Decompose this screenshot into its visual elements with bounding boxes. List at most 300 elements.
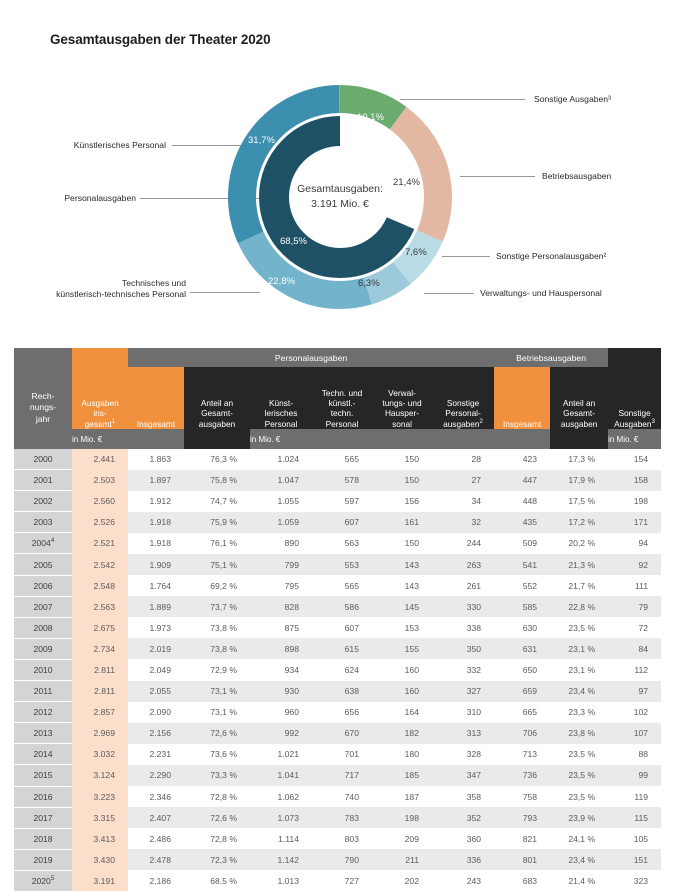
header-verw-l3: Hausper- xyxy=(384,408,420,419)
cell-verwaltungs: 182 xyxy=(372,723,432,744)
header-pers-anteil-l1: Anteil an xyxy=(200,398,234,409)
cell-betr-insgesamt: 706 xyxy=(494,723,550,744)
header-kuenst-l1: Künst- xyxy=(269,398,293,409)
cell-total: 3.191 xyxy=(72,870,128,891)
header-total-l3: gesamt xyxy=(84,418,112,429)
cell-betr-anteil: 21,4 % xyxy=(550,870,608,891)
cell-pers-anteil: 72,8 % xyxy=(184,786,250,807)
cell-year: 2016 xyxy=(14,786,72,807)
cell-technisches: 565 xyxy=(312,449,372,470)
cell-verwaltungs: 180 xyxy=(372,744,432,765)
unit-blank-4 xyxy=(372,429,432,449)
cell-kuenstlerisches: 1.114 xyxy=(250,828,312,849)
table-row xyxy=(14,723,661,744)
cell-verwaltungs: 150 xyxy=(372,533,432,554)
cell-pers-anteil: 72,6 % xyxy=(184,723,250,744)
cell-total: 3.223 xyxy=(72,786,128,807)
cell-pers-insgesamt: 2.290 xyxy=(128,765,184,786)
cell-betr-anteil: 17,5 % xyxy=(550,491,608,512)
cell-kuenstlerisches: 1.142 xyxy=(250,849,312,870)
cell-sonstige-personal: 352 xyxy=(432,807,494,828)
cell-kuenstlerisches: 1.021 xyxy=(250,744,312,765)
cell-betr-insgesamt: 541 xyxy=(494,554,550,575)
cell-verwaltungs: 160 xyxy=(372,659,432,680)
cell-verwaltungs: 161 xyxy=(372,512,432,533)
unit-betrieb: in Mio. € xyxy=(608,429,661,449)
label-technisches-personal-line2: künstlerisch-technisches Personal xyxy=(56,289,186,300)
header-betr-anteil-l1: Anteil an xyxy=(562,398,596,409)
header-techn-l3: techn. xyxy=(330,408,354,419)
header-techn-personal xyxy=(312,367,372,429)
cell-verwaltungs: 150 xyxy=(372,470,432,491)
cell-pers-anteil: 73,1 % xyxy=(184,702,250,723)
unit-blank-6 xyxy=(494,429,550,449)
cell-betr-anteil: 23,5 % xyxy=(550,786,608,807)
cell-sonstige-personal: 34 xyxy=(432,491,494,512)
cell-betr-insgesamt: 665 xyxy=(494,702,550,723)
cell-betr-insgesamt: 448 xyxy=(494,491,550,512)
header-total-l1: Ausgaben xyxy=(81,398,119,409)
header-sonst-pers-l2: Personal- xyxy=(445,408,481,419)
cell-pers-anteil: 72,6 % xyxy=(184,807,250,828)
cell-year: 2020$^5$ xyxy=(14,870,72,891)
cell-pers-anteil: 73,7 % xyxy=(184,596,250,617)
cell-kuenstlerisches: 799 xyxy=(250,554,312,575)
label-technisches-personal-line1: Technisches und xyxy=(121,278,186,288)
cell-total: 2.441 xyxy=(72,449,128,470)
unit-blank-2 xyxy=(184,429,250,449)
cell-pers-anteil: 73,6 % xyxy=(184,744,250,765)
cell-kuenstlerisches: 828 xyxy=(250,596,312,617)
cell-technisches: 656 xyxy=(312,702,372,723)
cell-sonstige-ausgaben: 323 xyxy=(608,870,661,891)
cell-verwaltungs: 185 xyxy=(372,765,432,786)
cell-verwaltungs: 150 xyxy=(372,449,432,470)
cell-kuenstlerisches: 1.024 xyxy=(250,449,312,470)
group-blank-1 xyxy=(14,348,72,367)
cell-betr-insgesamt: 683 xyxy=(494,870,550,891)
group-personalausgaben: Personalausgaben xyxy=(128,348,494,367)
cell-pers-insgesamt: 2.055 xyxy=(128,681,184,702)
cell-sonstige-personal: 313 xyxy=(432,723,494,744)
cell-betr-insgesamt: 758 xyxy=(494,786,550,807)
header-verwaltungs-personal xyxy=(372,367,432,429)
table-row xyxy=(14,554,661,575)
unit-blank-3 xyxy=(312,429,372,449)
table-row xyxy=(14,765,661,786)
header-kuenstlerisches-personal xyxy=(250,367,312,429)
donut-rings xyxy=(215,72,465,322)
header-kuenst-l2: lerisches xyxy=(264,408,298,419)
cell-total: 2.548 xyxy=(72,575,128,596)
cell-year: 2013 xyxy=(14,723,72,744)
cell-betr-anteil: 21,3 % xyxy=(550,554,608,575)
header-sonst-ausg-sup: 3 xyxy=(651,417,655,425)
cell-pers-insgesamt: 1.912 xyxy=(128,491,184,512)
cell-sonstige-ausgaben: 158 xyxy=(608,470,661,491)
cell-total: 3.413 xyxy=(72,828,128,849)
cell-pers-anteil: 72,8 % xyxy=(184,828,250,849)
cell-kuenstlerisches: 1.073 xyxy=(250,807,312,828)
header-sonst-ausg-l1: Sonstige xyxy=(618,408,651,419)
header-betr-anteil-l2: Gesamt- xyxy=(563,408,595,419)
cell-sonstige-ausgaben: 102 xyxy=(608,702,661,723)
cell-technisches: 790 xyxy=(312,849,372,870)
cell-pers-anteil: 76,3 % xyxy=(184,449,250,470)
cell-sonstige-ausgaben: 151 xyxy=(608,849,661,870)
cell-kuenstlerisches: 898 xyxy=(250,638,312,659)
pct-personalausgaben: 68,5% xyxy=(280,236,307,247)
cell-pers-insgesamt: 2.156 xyxy=(128,723,184,744)
cell-pers-anteil: 73,1 % xyxy=(184,681,250,702)
cell-pers-anteil: 69,2 % xyxy=(184,575,250,596)
cell-pers-insgesamt: 2.346 xyxy=(128,786,184,807)
cell-technisches: 727 xyxy=(312,870,372,891)
cell-technisches: 615 xyxy=(312,638,372,659)
cell-total: 2.526 xyxy=(72,512,128,533)
cell-betr-anteil: 21,7 % xyxy=(550,575,608,596)
cell-total: 2.811 xyxy=(72,681,128,702)
cell-total: 3.315 xyxy=(72,807,128,828)
cell-pers-anteil: 73,3 % xyxy=(184,765,250,786)
cell-year: 2017 xyxy=(14,807,72,828)
cell-betr-insgesamt: 650 xyxy=(494,659,550,680)
cell-total: 2.969 xyxy=(72,723,128,744)
unit-total: in Mio. € xyxy=(72,429,128,449)
table-row xyxy=(14,849,661,870)
cell-sonstige-ausgaben: 84 xyxy=(608,638,661,659)
header-total-sup: 1 xyxy=(111,417,116,425)
cell-kuenstlerisches: 992 xyxy=(250,723,312,744)
cell-total: 2.542 xyxy=(72,554,128,575)
cell-kuenstlerisches: 934 xyxy=(250,659,312,680)
cell-betr-anteil: 23,4 % xyxy=(550,681,608,702)
expenses-table xyxy=(14,348,661,892)
cell-betr-anteil: 23,8 % xyxy=(550,723,608,744)
header-sonst-pers-l1: Sonstige xyxy=(446,398,480,409)
table-row xyxy=(14,491,661,512)
cell-pers-anteil: 68,5 % xyxy=(184,870,250,891)
cell-verwaltungs: 187 xyxy=(372,786,432,807)
cell-year: 2002 xyxy=(14,491,72,512)
cell-betr-anteil: 20,2 % xyxy=(550,533,608,554)
pct-sonstige-personalausgaben: 7,6% xyxy=(405,247,427,258)
cell-technisches: 607 xyxy=(312,617,372,638)
cell-pers-insgesamt: 2.090 xyxy=(128,702,184,723)
unit-personal: in Mio. € xyxy=(250,429,312,449)
cell-kuenstlerisches: 1.062 xyxy=(250,786,312,807)
cell-betr-insgesamt: 659 xyxy=(494,681,550,702)
pct-technisches-personal: 22,8% xyxy=(268,276,295,287)
cell-sonstige-personal: 243 xyxy=(432,870,494,891)
cell-pers-insgesamt: 2.407 xyxy=(128,807,184,828)
cell-betr-insgesamt: 509 xyxy=(494,533,550,554)
header-verw-l2: tungs- und xyxy=(382,398,422,409)
center-label-line1: Gesamtausgaben: xyxy=(297,182,383,195)
cell-pers-anteil: 75,8 % xyxy=(184,470,250,491)
header-sonstige-personalausgaben xyxy=(432,367,494,429)
leader-line-betriebsausgaben xyxy=(460,176,535,177)
cell-year-sup: 5 xyxy=(50,875,55,883)
cell-sonstige-personal: 350 xyxy=(432,638,494,659)
donut-chart xyxy=(0,70,675,340)
cell-year: 2006 xyxy=(14,575,72,596)
cell-betr-insgesamt: 630 xyxy=(494,617,550,638)
cell-technisches: 717 xyxy=(312,765,372,786)
cell-sonstige-ausgaben: 92 xyxy=(608,554,661,575)
cell-sonstige-personal: 27 xyxy=(432,470,494,491)
header-total-l2: ins- xyxy=(93,408,107,419)
cell-year: 2018 xyxy=(14,828,72,849)
cell-sonstige-personal: 328 xyxy=(432,744,494,765)
header-year-l1: Rech- xyxy=(31,391,55,402)
cell-betr-insgesamt: 447 xyxy=(494,470,550,491)
header-pers-anteil xyxy=(184,367,250,429)
header-sonst-ausg-l2: Ausgaben xyxy=(614,418,652,429)
cell-kuenstlerisches: 795 xyxy=(250,575,312,596)
cell-pers-insgesamt: 2.478 xyxy=(128,849,184,870)
table-row xyxy=(14,786,661,807)
cell-pers-insgesamt: 1.973 xyxy=(128,617,184,638)
cell-kuenstlerisches: 1.041 xyxy=(250,765,312,786)
cell-year: 2005 xyxy=(14,554,72,575)
cell-pers-insgesamt: 1.918 xyxy=(128,533,184,554)
cell-verwaltungs: 155 xyxy=(372,638,432,659)
cell-verwaltungs: 145 xyxy=(372,596,432,617)
cell-year: 2001 xyxy=(14,470,72,491)
header-techn-l4: Personal xyxy=(325,418,359,429)
cell-sonstige-personal: 310 xyxy=(432,702,494,723)
cell-technisches: 607 xyxy=(312,512,372,533)
cell-verwaltungs: 202 xyxy=(372,870,432,891)
cell-betr-anteil: 23,1 % xyxy=(550,659,608,680)
header-pers-anteil-l3: ausgaben xyxy=(198,418,236,429)
pct-verwaltungs-hauspersonal: 6,3% xyxy=(358,278,380,289)
cell-year: 2011 xyxy=(14,681,72,702)
table-row xyxy=(14,807,661,828)
cell-verwaltungs: 143 xyxy=(372,554,432,575)
header-year-l3: jahr xyxy=(35,413,51,424)
cell-betr-anteil: 23,9 % xyxy=(550,807,608,828)
cell-pers-anteil: 72,3 % xyxy=(184,849,250,870)
pct-sonstige-ausgaben: 10,1% xyxy=(357,112,384,123)
cell-pers-insgesamt: 2.486 xyxy=(128,828,184,849)
cell-pers-insgesamt: 1.897 xyxy=(128,470,184,491)
cell-kuenstlerisches: 890 xyxy=(250,533,312,554)
unit-blank-1 xyxy=(128,429,184,449)
header-year-l2: nungs- xyxy=(29,402,57,413)
cell-total: 2.675 xyxy=(72,617,128,638)
cell-verwaltungs: 153 xyxy=(372,617,432,638)
header-pers-anteil-l2: Gesamt- xyxy=(201,408,233,419)
cell-pers-anteil: 75,9 % xyxy=(184,512,250,533)
label-kuenstlerisches-personal: Künstlerisches Personal xyxy=(73,140,166,150)
header-kuenst-l3: Personal xyxy=(264,418,298,429)
center-label-line2: 3.191 Mio. € xyxy=(311,198,369,210)
cell-betr-insgesamt: 552 xyxy=(494,575,550,596)
cell-pers-insgesamt: 2.019 xyxy=(128,638,184,659)
cell-sonstige-ausgaben: 79 xyxy=(608,596,661,617)
cell-pers-insgesamt: 1.764 xyxy=(128,575,184,596)
cell-sonstige-ausgaben: 115 xyxy=(608,807,661,828)
cell-betr-anteil: 17,3 % xyxy=(550,449,608,470)
cell-betr-anteil: 24,1 % xyxy=(550,828,608,849)
cell-verwaltungs: 164 xyxy=(372,702,432,723)
cell-total: 3.124 xyxy=(72,765,128,786)
cell-technisches: 670 xyxy=(312,723,372,744)
table-row xyxy=(14,638,661,659)
cell-pers-insgesamt: 1.863 xyxy=(128,449,184,470)
cell-betr-anteil: 23,4 % xyxy=(550,849,608,870)
cell-total: 2.563 xyxy=(72,596,128,617)
cell-betr-insgesamt: 801 xyxy=(494,849,550,870)
cell-verwaltungs: 209 xyxy=(372,828,432,849)
header-betr-anteil-l3: ausgaben xyxy=(560,418,598,429)
cell-sonstige-personal: 358 xyxy=(432,786,494,807)
cell-year: 2019 xyxy=(14,849,72,870)
cell-pers-anteil: 72,9 % xyxy=(184,659,250,680)
cell-kuenstlerisches: 960 xyxy=(250,702,312,723)
cell-year: 2014 xyxy=(14,744,72,765)
group-blank-3 xyxy=(608,348,661,367)
cell-sonstige-personal: 244 xyxy=(432,533,494,554)
cell-sonstige-ausgaben: 111 xyxy=(608,575,661,596)
cell-betr-anteil: 17,2 % xyxy=(550,512,608,533)
cell-total: 2.734 xyxy=(72,638,128,659)
table-row xyxy=(14,659,661,680)
cell-year: 2012 xyxy=(14,702,72,723)
header-betr-anteil xyxy=(550,367,608,429)
cell-technisches: 553 xyxy=(312,554,372,575)
cell-sonstige-personal: 347 xyxy=(432,765,494,786)
cell-verwaltungs: 198 xyxy=(372,807,432,828)
cell-sonstige-ausgaben: 88 xyxy=(608,744,661,765)
cell-kuenstlerisches: 875 xyxy=(250,617,312,638)
cell-pers-anteil: 73,8 % xyxy=(184,638,250,659)
cell-sonstige-personal: 263 xyxy=(432,554,494,575)
cell-verwaltungs: 211 xyxy=(372,849,432,870)
cell-total: 2.503 xyxy=(72,470,128,491)
label-technisches-personal xyxy=(0,278,186,301)
header-verw-l1: Verwal- xyxy=(388,387,416,398)
unit-blank-5 xyxy=(432,429,494,449)
label-sonstige-personalausgaben: Sonstige Personalausgaben² xyxy=(496,251,607,261)
cell-total: 3.430 xyxy=(72,849,128,870)
cell-technisches: 638 xyxy=(312,681,372,702)
cell-sonstige-ausgaben: 112 xyxy=(608,659,661,680)
label-betriebsausgaben: Betriebsausgaben xyxy=(542,171,612,181)
cell-betr-anteil: 22,8 % xyxy=(550,596,608,617)
table-unit-row xyxy=(14,429,661,449)
cell-sonstige-personal: 336 xyxy=(432,849,494,870)
cell-sonstige-ausgaben: 154 xyxy=(608,449,661,470)
cell-kuenstlerisches: 930 xyxy=(250,681,312,702)
cell-sonstige-personal: 338 xyxy=(432,617,494,638)
cell-pers-insgesamt: 1.909 xyxy=(128,554,184,575)
cell-technisches: 565 xyxy=(312,575,372,596)
table-row xyxy=(14,702,661,723)
cell-pers-insgesamt: 2.231 xyxy=(128,744,184,765)
table-group-row xyxy=(14,348,661,367)
table-row xyxy=(14,870,661,891)
table-row xyxy=(14,470,661,491)
cell-pers-insgesamt: 2.186 xyxy=(128,870,184,891)
cell-total: 3.032 xyxy=(72,744,128,765)
header-sonst-pers-l3: ausgaben xyxy=(443,418,480,429)
label-verwaltungs-hauspersonal: Verwaltungs- und Hauspersonal xyxy=(480,288,602,298)
cell-betr-insgesamt: 713 xyxy=(494,744,550,765)
table-row xyxy=(14,617,661,638)
cell-pers-anteil: 74,7 % xyxy=(184,491,250,512)
header-techn-l1: Techn. und xyxy=(321,387,363,398)
header-betr-insgesamt: Insgesamt xyxy=(494,367,550,429)
header-year xyxy=(14,367,72,449)
table-row xyxy=(14,828,661,849)
cell-betr-anteil: 23,1 % xyxy=(550,638,608,659)
cell-technisches: 578 xyxy=(312,470,372,491)
label-sonstige-ausgaben: Sonstige Ausgaben³ xyxy=(534,94,611,104)
cell-sonstige-personal: 327 xyxy=(432,681,494,702)
unit-blank-7 xyxy=(550,429,608,449)
cell-kuenstlerisches: 1.055 xyxy=(250,491,312,512)
cell-year-sup: 4 xyxy=(50,537,55,545)
cell-sonstige-personal: 330 xyxy=(432,596,494,617)
cell-sonstige-ausgaben: 119 xyxy=(608,786,661,807)
cell-kuenstlerisches: 1.013 xyxy=(250,870,312,891)
cell-sonstige-personal: 360 xyxy=(432,828,494,849)
cell-year: 2015 xyxy=(14,765,72,786)
cell-sonstige-ausgaben: 72 xyxy=(608,617,661,638)
group-blank-2 xyxy=(72,348,128,367)
cell-year: 2010 xyxy=(14,659,72,680)
cell-verwaltungs: 156 xyxy=(372,491,432,512)
cell-year: 2007 xyxy=(14,596,72,617)
header-verw-l4: sonal xyxy=(392,418,412,429)
cell-technisches: 803 xyxy=(312,828,372,849)
page-title: Gesamtausgaben der Theater 2020 xyxy=(50,32,271,47)
cell-betr-insgesamt: 631 xyxy=(494,638,550,659)
cell-betr-anteil: 17,9 % xyxy=(550,470,608,491)
cell-sonstige-ausgaben: 198 xyxy=(608,491,661,512)
cell-betr-insgesamt: 793 xyxy=(494,807,550,828)
cell-verwaltungs: 143 xyxy=(372,575,432,596)
cell-technisches: 624 xyxy=(312,659,372,680)
cell-sonstige-ausgaben: 94 xyxy=(608,533,661,554)
cell-betr-insgesamt: 736 xyxy=(494,765,550,786)
cell-sonstige-personal: 332 xyxy=(432,659,494,680)
cell-verwaltungs: 160 xyxy=(372,681,432,702)
cell-pers-anteil: 76,1 % xyxy=(184,533,250,554)
cell-year: 2004$^4$ xyxy=(14,533,72,554)
cell-total: 2.560 xyxy=(72,491,128,512)
cell-year: 2008 xyxy=(14,617,72,638)
cell-betr-insgesamt: 585 xyxy=(494,596,550,617)
cell-total: 2.811 xyxy=(72,659,128,680)
cell-pers-anteil: 75,1 % xyxy=(184,554,250,575)
cell-sonstige-ausgaben: 99 xyxy=(608,765,661,786)
table-row xyxy=(14,596,661,617)
cell-betr-insgesamt: 435 xyxy=(494,512,550,533)
cell-year: 2003 xyxy=(14,512,72,533)
cell-technisches: 783 xyxy=(312,807,372,828)
cell-betr-anteil: 23,5 % xyxy=(550,744,608,765)
cell-sonstige-personal: 261 xyxy=(432,575,494,596)
cell-technisches: 586 xyxy=(312,596,372,617)
cell-technisches: 701 xyxy=(312,744,372,765)
cell-pers-anteil: 73,8 % xyxy=(184,617,250,638)
donut-svg xyxy=(215,72,465,322)
cell-pers-insgesamt: 1.918 xyxy=(128,512,184,533)
